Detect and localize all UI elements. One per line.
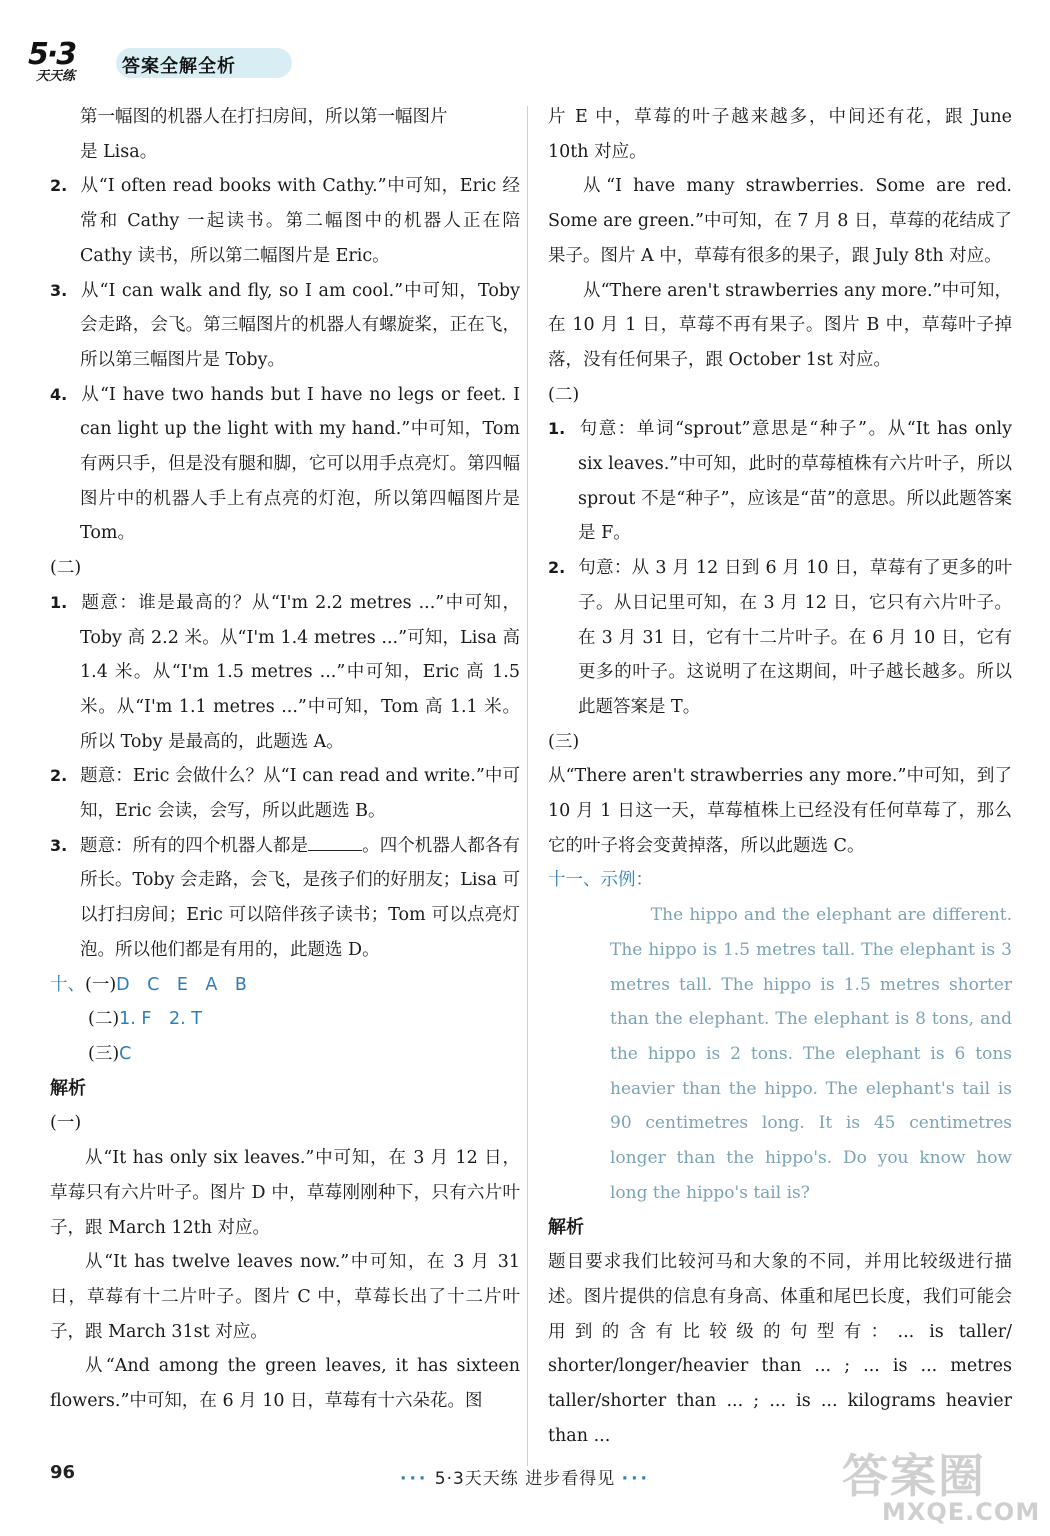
watermark-logo [842, 1440, 1042, 1530]
answer-sub-label: (一) [85, 974, 117, 995]
analysis-paragraph: 片 E 中，草莓的叶子越来越多，中间还有花，跟 June 10th 对应。 [548, 107, 1012, 162]
item-text: 题意：所有的四个机器人都是 [80, 835, 309, 856]
right-item-1 [548, 412, 1012, 551]
analysis-paragraph: 从“It has only six leaves.”中可知，在 3 月 12 日，草莓只有六片叶子。图片 D 中，草莓刚刚种下，只有六片叶子，跟 March 12th 对应。 [50, 1148, 520, 1238]
sample-answer: The hippo and the elephant are different. The hippo is 1.5 metres tall. The elephant is 3 metres tall. The hippo is 1.5 metres shorter than the elephant. The elephant is 8 tons, and the hippo is 2 tons. The elephant is 6 tons heavier than the hippo. The elephant's tail is 90 centimetres long. It is 45 centimetres longer than the hippo's. Do you know how long the hippo's tail is? [610, 905, 1012, 1203]
brand-logo [28, 34, 124, 94]
left-s2-item-1 [50, 586, 520, 760]
left-s2-item-3 [50, 829, 520, 968]
footer-slogan-text: 5·3天天练 进步看得见 [434, 1469, 616, 1489]
item-text: 从“I have two hands but I have no legs or feet. I can light up the light with my hand.”中可知，Tom 有两只手，但是没有腿和脚，它可以用手点亮灯。第四幅图片中的机器人手上有点亮的灯泡，所以第四幅图片是 Tom。 [80, 384, 520, 544]
left-continued-line-1: 第一幅图的机器人在打扫房间，所以第一幅图片 [80, 107, 448, 127]
section-label: (二) [548, 384, 580, 405]
item-number: 2. [50, 176, 68, 196]
item-text: 句意：单词“sprout”意思是“种子”。从“It has only six leaves.”中可知，此时的草莓植株有六片叶子，所以 sprout 不是“种子”，应该是“苗”的意思。所以此题答案是 F。 [578, 419, 1012, 544]
analysis-paragraph: 从“There aren't strawberries any more.”中可知，在 10 月 1 日，草莓不再有果子。图片 B 中，草莓叶子掉落，没有任何果子，跟 October 1st 对应。 [548, 280, 1012, 370]
page-number: 96 [50, 1462, 76, 1483]
right-column [548, 100, 1012, 1453]
answer-section-label: 十、 [50, 974, 85, 995]
answer-value: C [119, 1043, 132, 1064]
answer-row-10-3 [50, 1037, 520, 1072]
watermark-main-text: 答案圈 [842, 1449, 986, 1503]
item-number: 3. [50, 280, 68, 300]
left-s2-item-2 [50, 759, 520, 828]
item-text: 从“I can walk and fly, so I am cool.”中可知，Toby 会走路，会飞。第三幅图片的机器人有螺旋桨，正在飞，所以第三幅图片是 Toby。 [80, 280, 520, 370]
left-continued-line-2: 是 Lisa。 [80, 141, 158, 162]
item-number: 2. [50, 766, 68, 786]
analysis-paragraph: 题目要求我们比较河马和大象的不同，并用比较级进行描述。图片提供的信息有身高、体重和尾巴长度，我们可能会用到的含有比较级的句型有：... is taller/ shorter/longer/heavier than ... ; ... is ... metres taller/shorter than ... ; ... is ... kilograms heavier than ... [548, 1252, 1012, 1446]
item-number: 3. [50, 835, 68, 855]
analysis-paragraph: 从“There aren't strawberries any more.”中可知，到了 10 月 1 日这一天，草莓植株上已经没有任何草莓了，那么它的叶子将会变黄掉落，所以此题选 C。 [548, 766, 1012, 856]
logo-main-text: 5·3 [28, 37, 76, 72]
watermark-sub-text: MXQE.COM [882, 1498, 1041, 1526]
left-item-4 [50, 378, 520, 552]
answer-sub-label: (二) [88, 1009, 120, 1030]
section-label: (二) [50, 558, 82, 579]
header-title: 答案全解全析 [122, 56, 236, 77]
answer-value: D C E A B [116, 974, 247, 995]
section-label: (三) [548, 731, 580, 752]
item-text: 。四个机器人都各有所长。Toby 会走路，会飞，是孩子们的好朋友；Lisa 可以打扫房间；Eric 可以陪伴孩子读书；Tom 可以点亮灯泡。所以他们都是有用的，此题选 D。 [80, 835, 521, 960]
item-text: 题意：谁是最高的？从“I'm 2.2 metres ...”中可知，Toby 高 2.2 米。从“I'm 1.4 metres ...”可知，Lisa 高 1.4 米。从“I'm 1.5 metres ...”中可知，Eric 高 1.5 米。从“I'm 1.1 metres ...”中可知，Tom 高 1.1 米。所以 Toby 是最高的，此题选 A。 [80, 592, 520, 752]
item-text: 句意：从 3 月 12 日到 6 月 10 日，草莓有了更多的叶子。从日记里可知，在 3 月 12 日，它只有六片叶子。在 3 月 31 日，它有十二片叶子。在 6 月 10 日，它有更多的叶子。这说明了在这期间，叶子越长越多。所以此题答案是 T。 [578, 558, 1012, 717]
item-number: 2. [548, 558, 566, 578]
item-number: 1. [50, 592, 68, 612]
item-number: 4. [50, 384, 68, 404]
analysis-heading: 解析 [548, 1216, 584, 1238]
page-header [28, 34, 328, 94]
left-column [50, 100, 520, 1419]
answer-sub-label: (三) [88, 1043, 120, 1064]
right-item-2 [548, 551, 1012, 725]
answer-blank [308, 834, 362, 851]
left-item-2 [50, 169, 520, 273]
analysis-paragraph: 从“It has twelve leaves now.”中可知，在 3 月 31 日，草莓有十二片叶子。图片 C 中，草莓长出了十二片叶子，跟 March 31st 对应。 [50, 1252, 520, 1342]
left-item-3 [50, 274, 520, 378]
answer-section-label: 十一、示例： [548, 870, 653, 891]
section-label: (一) [50, 1113, 82, 1134]
item-number: 1. [548, 419, 566, 439]
column-divider [527, 106, 528, 1466]
answer-row-10-2 [50, 1002, 520, 1037]
analysis-paragraph: 从“And among the green leaves, it has sixteen flowers.”中可知，在 6 月 10 日，草莓有十六朵花。图 [50, 1356, 520, 1412]
logo-sub-text: 天天练 [36, 69, 76, 84]
answer-row-10 [50, 968, 520, 1003]
analysis-heading: 解析 [50, 1077, 86, 1099]
item-text: 题意：Eric 会做什么？从“I can read and write.”中可知，Eric 会读，会写，所以此题选 B。 [80, 766, 520, 822]
footer-dots-right: ··· [621, 1469, 650, 1489]
answer-value: 1. F 2. T [119, 1009, 202, 1030]
footer-dots-left: ··· [399, 1469, 429, 1489]
item-text: 从“I often read books with Cathy.”中可知，Eric 经常和 Cathy 一起读书。第二幅图中的机器人正在陪 Cathy 读书，所以第二幅图片是 Eric。 [80, 176, 520, 266]
analysis-paragraph: 从“I have many strawberries. Some are red. Some are green.”中可知，在 7 月 8 日，草莓的花结成了果子。图片 A 中，草莓有很多的果子，跟 July 8th 对应。 [548, 176, 1012, 266]
